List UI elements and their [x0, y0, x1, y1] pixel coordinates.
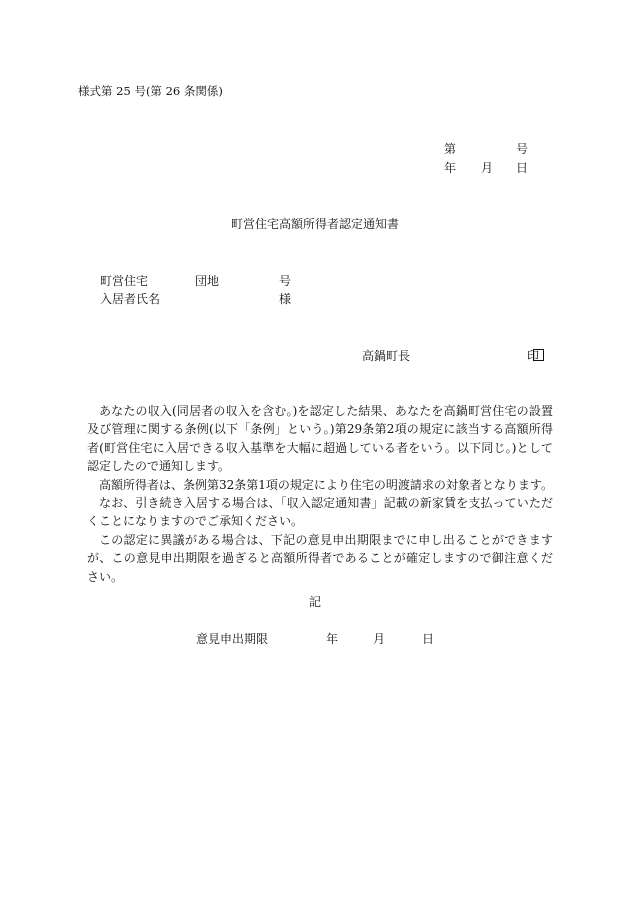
- unit-suffix: 号: [279, 274, 292, 288]
- body-paragraph-2: 高額所得者は、条例第32条第1項の規定により住宅の明渡請求の対象者となります。: [99, 477, 553, 492]
- deadline-month: 月: [373, 632, 386, 646]
- complex-label: 団地: [195, 274, 220, 288]
- resident-name-label: 入居者氏名: [100, 292, 161, 306]
- honorific: 様: [279, 292, 292, 306]
- deadline-day: 日: [422, 632, 435, 646]
- housing-label: 町営住宅: [100, 274, 149, 288]
- issuer-name: 高鍋町長: [362, 349, 411, 363]
- form-number: 様式第 25 号(第 26 条関係): [78, 84, 223, 98]
- body-paragraph-3: なお、引き続き入居する場合は、「収入認定通知書」記載の新家賃を支払っていただくことになりますのでご承知ください。: [87, 496, 553, 529]
- seal-mark: 印: [527, 349, 540, 363]
- body-paragraph-4: この認定に異議がある場合は、下記の意見申出期限までに申し出ることができますが、この意見申出期限を過ぎると高額所得者であることが確定しますので御注意ください。: [87, 532, 553, 584]
- date-day: 日: [516, 161, 529, 175]
- body-paragraph-1: あなたの収入(同居者の収入を含む。)を認定した結果、あなたを高鍋町営住宅の設置及び管理に関する条例(以下「条例」という。)第29条第2項の規定に該当する高額所得者(町営住宅に入居できる収入基準を大幅に超過している者をいう。以下同じ。)として認定したので通知します。: [87, 404, 553, 474]
- date-year: 年: [444, 161, 457, 175]
- deadline-label: 意見申出期限: [196, 632, 269, 646]
- date-month: 月: [481, 161, 494, 175]
- record-heading: 記: [308, 595, 321, 609]
- deadline-year: 年: [326, 632, 339, 646]
- notice-body: [87, 402, 553, 586]
- document-title: 町営住宅高額所得者認定通知書: [230, 217, 399, 231]
- seal-box: [533, 349, 544, 361]
- number-suffix: 号: [516, 142, 529, 156]
- number-prefix: 第: [444, 142, 457, 156]
